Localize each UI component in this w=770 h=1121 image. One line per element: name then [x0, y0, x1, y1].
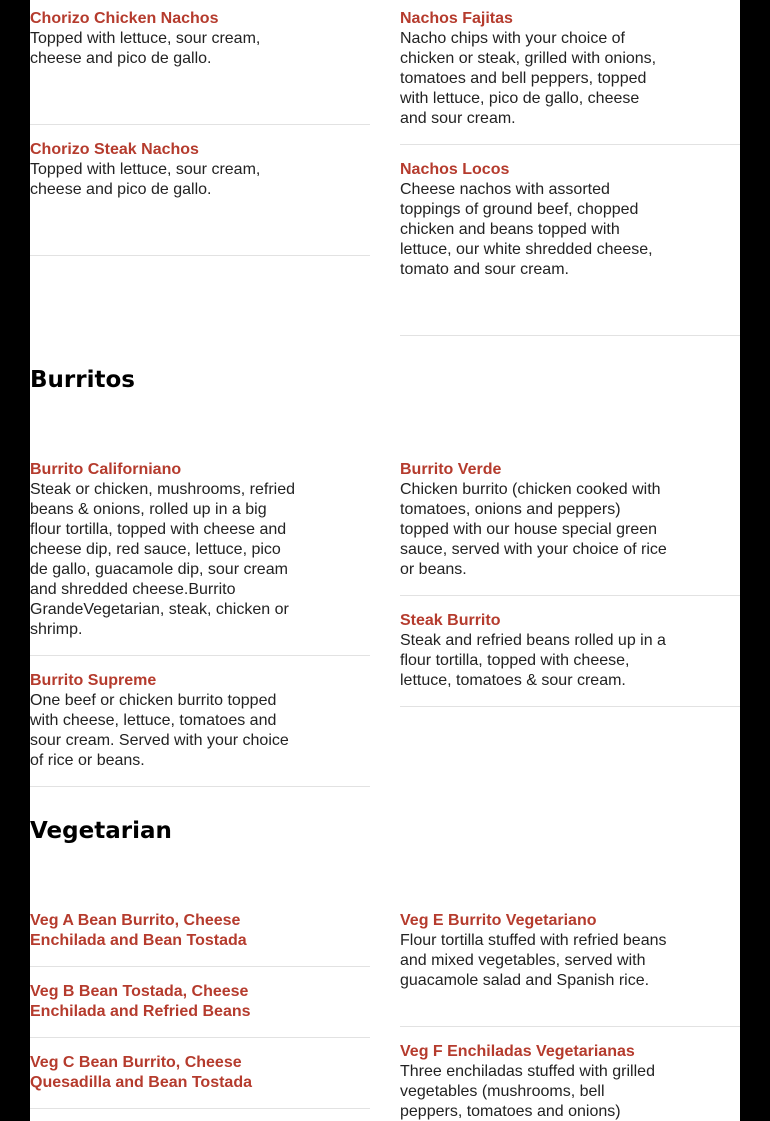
- menu-item-description: Topped with lettuce, sour cream, cheese and pico de gallo.: [30, 161, 261, 198]
- menu-item-description: Flour tortilla stuffed with refried beans and mixed vegetables, served with guacamole salad and Spanish rice.: [400, 932, 667, 989]
- menu-item: [400, 160, 740, 336]
- menu-item: [400, 1042, 740, 1121]
- menu-item-name[interactable]: Veg B Bean Tostada, Cheese Enchilada and Refried Beans: [30, 983, 251, 1020]
- menu-item-description: Nacho chips with your choice of chicken or steak, grilled with onions, tomatoes and bell peppers, topped with lettuce, pico de gallo, cheese and sour cream.: [400, 30, 657, 127]
- menu-item-name[interactable]: Chorizo Chicken Nachos: [30, 10, 219, 27]
- menu-page: [30, 0, 740, 1121]
- section-heading-burritos: Burritos: [30, 367, 135, 393]
- menu-item: [30, 9, 370, 125]
- menu-item-name[interactable]: Veg F Enchiladas Vegetarianas: [400, 1043, 635, 1060]
- menu-item-description: Three enchiladas stuffed with grilled vegetables (mushrooms, bell peppers, tomatoes and onions): [400, 1063, 655, 1120]
- menu-item-name[interactable]: Veg C Bean Burrito, Cheese Quesadilla and Bean Tostada: [30, 1054, 252, 1091]
- menu-item-name[interactable]: Steak Burrito: [400, 612, 501, 629]
- menu-item: [30, 982, 370, 1038]
- menu-item-description: One beef or chicken burrito topped with cheese, lettuce, tomatoes and sour cream. Served with your choice of rice or beans.: [30, 692, 289, 769]
- menu-item: [30, 460, 370, 656]
- menu-item: [30, 671, 370, 787]
- menu-item: [30, 140, 370, 256]
- menu-item-description: Topped with lettuce, sour cream, cheese and pico de gallo.: [30, 30, 261, 67]
- menu-item-description: Steak and refried beans rolled up in a flour tortilla, topped with cheese, lettuce, tomatoes & sour cream.: [400, 632, 666, 689]
- menu-item-name[interactable]: Veg E Burrito Vegetariano: [400, 912, 597, 929]
- menu-item: [400, 9, 740, 145]
- menu-item: [30, 1053, 370, 1109]
- menu-item-name[interactable]: Nachos Fajitas: [400, 10, 513, 27]
- menu-item: [400, 611, 740, 707]
- menu-item-name[interactable]: Nachos Locos: [400, 161, 510, 178]
- menu-item-name[interactable]: Chorizo Steak Nachos: [30, 141, 199, 158]
- section-heading-vegetarian: Vegetarian: [30, 818, 172, 844]
- menu-item: [30, 911, 370, 967]
- menu-item-description: Cheese nachos with assorted toppings of ground beef, chopped chicken and beans topped with lettuce, our white shredded cheese, tomato and sour cream.: [400, 181, 653, 278]
- menu-item-description: Chicken burrito (chicken cooked with tomatoes, onions and peppers) topped with our house special green sauce, served with your choice of rice or beans.: [400, 481, 667, 578]
- menu-item-name[interactable]: Burrito Verde: [400, 461, 502, 478]
- menu-item: [400, 911, 740, 1027]
- menu-item-description: Steak or chicken, mushrooms, refried beans & onions, rolled up in a big flour tortilla, topped with cheese and cheese dip, red sauce, lettuce, pico de gallo, guacamole dip, sour cream and shredded cheese.Burrito GrandeVegetarian, steak, chicken or shrimp.: [30, 481, 295, 638]
- menu-item-name[interactable]: Burrito Californiano: [30, 461, 182, 478]
- menu-item: [400, 460, 740, 596]
- menu-item-name[interactable]: Burrito Supreme: [30, 672, 157, 689]
- menu-item-name[interactable]: Veg A Bean Burrito, Cheese Enchilada and Bean Tostada: [30, 912, 247, 949]
